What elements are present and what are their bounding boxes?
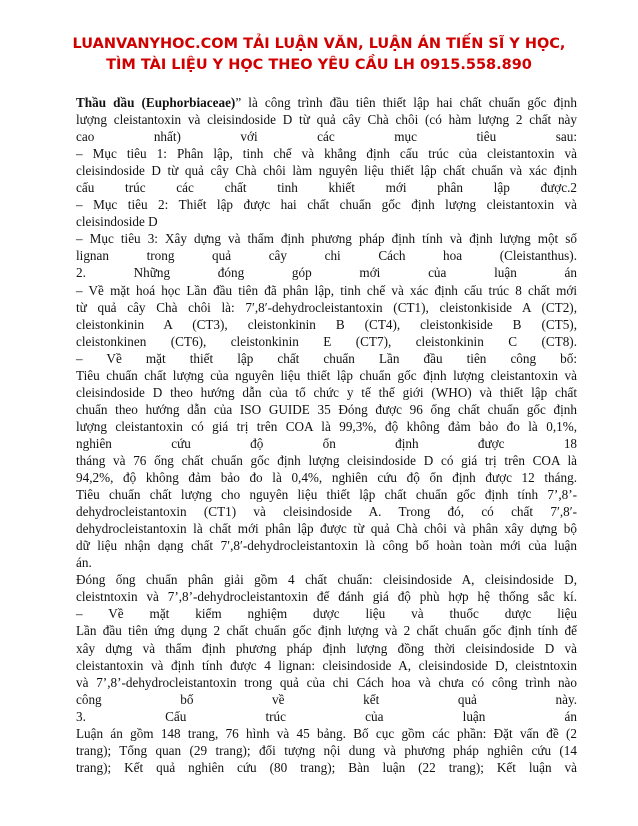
line-text: lignan trong quả cây chi Cách hoa (Cleistanthus).: [76, 248, 577, 264]
line-text: – Về mặt kiểm nghiệm dược liệu và thuốc dược liệu: [76, 606, 577, 622]
line-text: Tiêu chuẩn chất lượng của nguyên liệu thiết lập chuẩn gốc định lượng cleistantoxin và: [76, 367, 577, 383]
text-line: [76, 622, 577, 639]
text-line: [76, 128, 577, 145]
text-line: [76, 94, 577, 111]
text-line: [76, 588, 577, 605]
line-text: tháng và 76 ống chất chuẩn gốc định lượng cleisindoside D có giá trị trên COA là: [76, 452, 577, 468]
header-line-2: TÌM TÀI LIỆU Y HỌC THEO YÊU CẦU LH 0915.558.890: [106, 57, 532, 73]
line-text: công bố về kết quả này.: [76, 691, 577, 707]
line-text: – Về mặt thiết lập chất chuẩn Lần đầu tiên công bố:: [76, 350, 577, 366]
text-line: [76, 725, 577, 742]
text-line: [76, 264, 577, 281]
line-text: – Mục tiêu 2: Thiết lập được hai chất chuẩn gốc định lượng cleistantoxin và: [76, 197, 577, 213]
text-line: [76, 418, 577, 435]
text-line: [76, 179, 577, 196]
text-line: [76, 111, 577, 128]
text-line: [76, 503, 577, 520]
text-line: [76, 469, 577, 486]
text-line: [76, 708, 577, 725]
text-line: [76, 247, 577, 264]
page-header: [0, 34, 638, 76]
line-text: cleistonkinin A (CT3), cleistonkinin B (CT4), cleistonkiside B (CT5),: [76, 316, 577, 332]
text-line: [76, 350, 577, 367]
line-text: 3. Cấu trúc của luận án: [76, 708, 577, 724]
text-line: [76, 742, 577, 759]
text-line: [76, 316, 577, 333]
line-text: ” là công trình đầu tiên thiết lập hai chất chuẩn gốc định: [235, 95, 577, 110]
text-line: [76, 691, 577, 708]
text-line: [76, 367, 577, 384]
text-line: [76, 333, 577, 350]
text-line: [76, 759, 577, 776]
text-line: [76, 520, 577, 537]
text-line: [76, 282, 577, 299]
line-text: cấu trúc các chất tinh khiết mới phân lập được.2: [76, 180, 577, 196]
text-line: [76, 384, 577, 401]
bold-lead-text: Thầu dầu (Euphorbiaceae): [76, 95, 236, 110]
text-line: [76, 452, 577, 469]
text-line: [76, 537, 577, 554]
text-line: [76, 230, 577, 247]
line-text: cleisindoside D: [76, 214, 158, 230]
text-line: [76, 640, 577, 657]
text-line: [76, 486, 577, 503]
line-text: cleistantoxin và định tính được 4 lignan: cleisindoside A, cleisindoside D, cleistntoxin: [76, 657, 577, 673]
line-text: Tiêu chuẩn chất lượng cho nguyên liệu thiết lập chất chuẩn gốc định tính 7’,8’-: [76, 487, 577, 503]
line-text: – Về mặt hoá học Lần đầu tiên đã phân lập, tinh chế và xác định cấu trúc 8 chất mới: [76, 282, 577, 298]
line-text: chuẩn theo hướng dẫn của ISO GUIDE 35 Đóng được 96 ống chất chuẩn gốc định: [76, 401, 577, 417]
line-text: cleistntoxin và 7’,8’-dehydrocleistantoxin để đánh giá độ phù hợp hệ thống sắc kí.: [76, 589, 577, 605]
line-text: cleisindoside D từ quả cây Chà chôi làm nguyên liệu thiết lập chất chuẩn và xác định: [76, 163, 577, 179]
line-text: cleisindoside D theo hướng dẫn của tổ chức y tế thế giới (WHO) và thiết lập chất: [76, 384, 577, 400]
text-line: [76, 435, 577, 452]
text-line: [76, 196, 577, 213]
line-text: và 7’,8’-dehydrocleistantoxin trong quả của chi Cách hoa và chưa có công trình nào: [76, 674, 577, 690]
line-text: Luận án gồm 148 trang, 76 hình và 45 bảng. Bố cục gồm các phần: Đặt vấn đề (2: [76, 725, 577, 741]
line-text: từ quả cây Chà chôi là: 7′,8′-dehydrocleistantoxin (CT1), cleistonkiside A (CT2),: [76, 299, 577, 315]
line-text: dehydrocleistantoxin (CT1) và cleisindoside A. Trong đó, có chất 7′,8′-: [76, 504, 577, 520]
text-line: [76, 674, 577, 691]
line-text: Lần đầu tiên ứng dụng 2 chất chuẩn gốc định lượng và 2 chất chuẩn gốc định tính để: [76, 623, 577, 639]
text-line: [76, 299, 577, 316]
line-text: lượng cleistantoxin có giá trị trên COA là 99,3%, độ không đảm bảo đo là 0,1%,: [76, 418, 577, 434]
line-text: cao nhất) với các mục tiêu sau:: [76, 129, 577, 145]
line-text: trang); Kết quả nghiên cứu (80 trang); Bàn luận (22 trang); Kết luận và: [76, 759, 577, 775]
line-text: dữ liệu nhận dạng chất 7′,8′-dehydrocleistantoxin là công bố hoàn toàn mới của luận: [76, 538, 577, 554]
text-line: [76, 145, 577, 162]
line-text: cleistonkinen (CT6), cleistonkinin E (CT7), cleistonkinin C (CT8).: [76, 333, 577, 349]
text-line: [76, 401, 577, 418]
text-line: [76, 162, 577, 179]
line-text: – Mục tiêu 1: Phân lập, tinh chế và khẳng định cấu trúc của cleistantoxin và: [76, 146, 577, 162]
line-text: dehydrocleistantoxin là chất mới phân lập được từ quả Chà chôi và phân xây dựng bộ: [76, 521, 577, 537]
text-line: [76, 657, 577, 674]
line-text: xây dựng và thẩm định phương pháp định lượng đồng thời cleisindoside D và: [76, 640, 577, 656]
line-text: – Mục tiêu 3: Xây dựng và thẩm định phương pháp định tính và định lượng một số: [76, 231, 577, 247]
text-line: [76, 605, 577, 622]
text-line: [76, 554, 577, 571]
document-body: [76, 94, 577, 776]
line-text: 2. Những đóng góp mới của luận án: [76, 265, 577, 281]
header-line-1: LUANVANYHOC.COM TẢI LUẬN VĂN, LUẬN ÁN TIẾN SĨ Y HỌC,: [72, 36, 566, 52]
line-text: Đóng ống chuẩn phân giải gồm 4 chất chuẩn: cleisindoside A, cleisindoside D,: [76, 572, 577, 588]
text-line: [76, 571, 577, 588]
line-text: nghiên cứu độ ổn định được 18: [76, 435, 577, 451]
line-text: lượng cleistantoxin và cleisindoside D từ quả cây Chà chôi (có hàm lượng 2 chất này: [76, 112, 577, 128]
line-text: trang); Tổng quan (29 trang); đối tượng nội dung và phương pháp nghiên cứu (14: [76, 742, 577, 758]
line-text: án.: [76, 555, 92, 571]
line-text: 94,2%, độ không đảm bảo đo là 0,4%, nghiên cứu độ ổn định được 12 tháng.: [76, 470, 577, 486]
text-line: [76, 213, 577, 230]
